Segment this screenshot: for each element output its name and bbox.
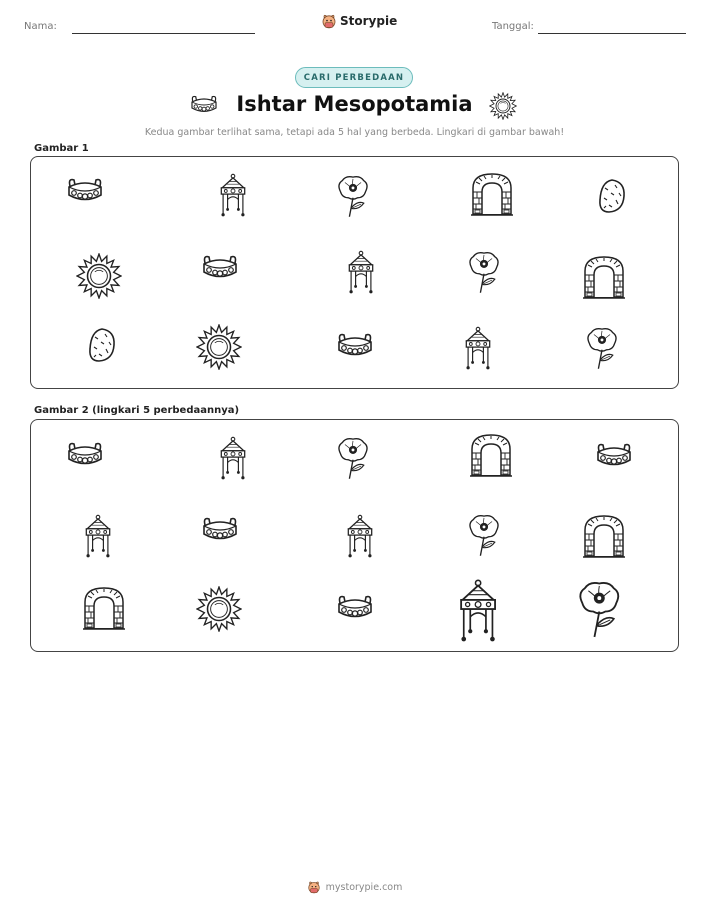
poppy-icon: [335, 173, 371, 219]
sun-icon: [196, 324, 242, 370]
picture2-label: Gambar 2 (lingkari 5 perbedaannya): [34, 405, 240, 416]
bracelet-icon: [335, 331, 375, 361]
seed-icon: [597, 178, 627, 214]
footer-url[interactable]: mystorypie.com: [325, 881, 403, 893]
bracelet-icon: [65, 176, 105, 206]
arch-gate-icon: [582, 255, 626, 299]
poppy-icon[interactable]: [575, 578, 624, 640]
poppy-icon: [466, 249, 502, 295]
gate-icon[interactable]: [215, 435, 251, 481]
sun-icon[interactable]: [196, 586, 242, 632]
gate-icon: [460, 325, 496, 371]
picture1-label: Gambar 1: [34, 143, 89, 154]
instructions-text: Kedua gambar terlihat sama, tetapi ada 5 hal yang berbeda. Lingkari di gambar bawah!: [144, 127, 565, 138]
sun-icon: [76, 253, 122, 299]
name-label: Nama:: [24, 21, 57, 32]
gate-icon: [343, 249, 379, 295]
gate-icon[interactable]: [342, 513, 378, 559]
poppy-icon[interactable]: [335, 435, 371, 481]
brand-name: Storypie: [340, 14, 398, 28]
date-label: Tanggal:: [492, 21, 534, 32]
arch-gate-icon[interactable]: [582, 514, 626, 558]
bracelet-icon[interactable]: [594, 441, 634, 471]
gate-icon[interactable]: [452, 577, 504, 644]
poppy-icon[interactable]: [466, 512, 502, 558]
arch-gate-icon[interactable]: [469, 433, 513, 477]
mascot-icon: [321, 13, 337, 29]
bracelet-icon[interactable]: [335, 593, 375, 623]
page-title: Ishtar Mesopotamia: [236, 92, 473, 116]
bracelet-icon[interactable]: [200, 515, 240, 545]
mascot-icon: [307, 880, 321, 894]
sun-icon: [489, 92, 517, 120]
seed-icon: [87, 327, 117, 363]
brand-logo[interactable]: [321, 13, 397, 29]
poppy-icon: [584, 325, 620, 371]
arch-gate-icon: [470, 172, 514, 216]
bracelet-icon: [200, 253, 240, 283]
arch-gate-icon[interactable]: [82, 586, 126, 630]
gate-icon[interactable]: [80, 513, 116, 559]
activity-badge: CARI PERBEDAAN: [295, 67, 413, 88]
gate-icon: [215, 172, 251, 218]
date-field[interactable]: [538, 33, 686, 34]
footer: [0, 880, 709, 894]
bracelet-icon[interactable]: [65, 440, 105, 470]
name-field[interactable]: [72, 33, 255, 34]
